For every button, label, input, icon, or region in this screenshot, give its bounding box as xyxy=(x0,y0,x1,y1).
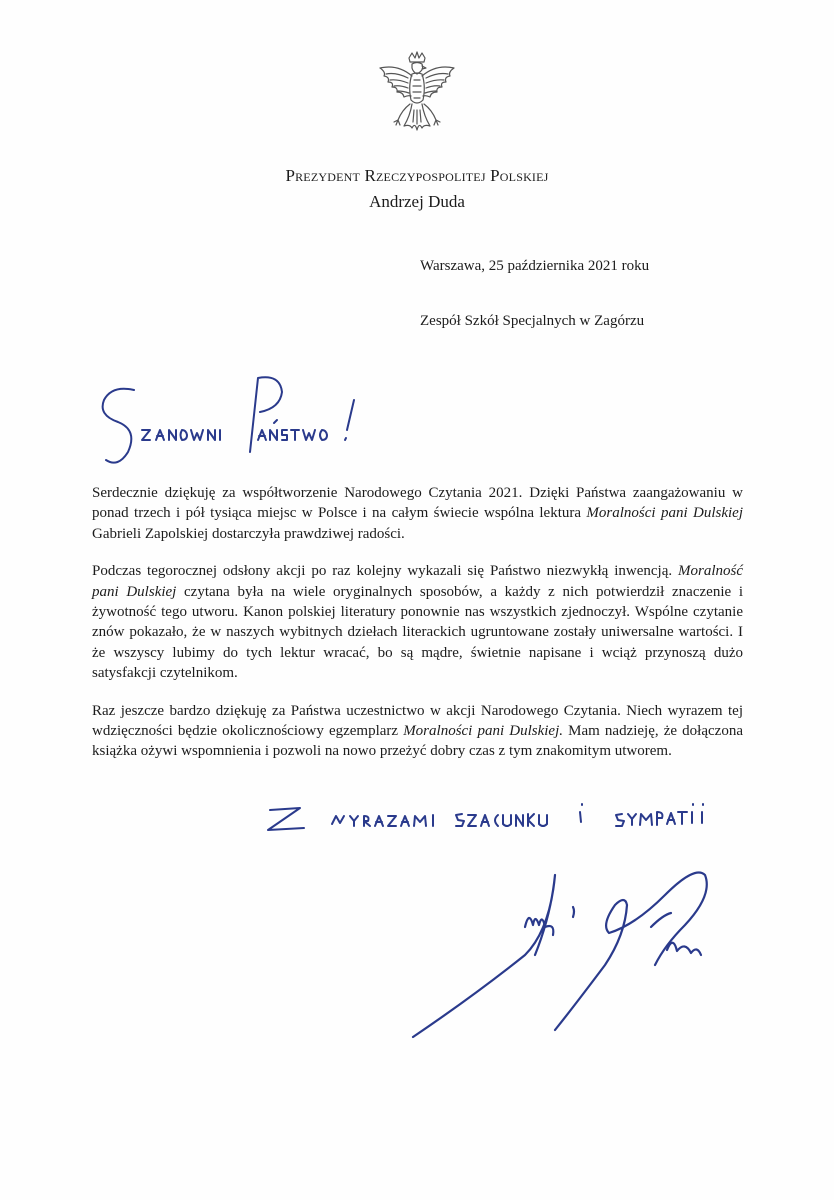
letter-recipient: Zespół Szkół Specjalnych w Zagórzu xyxy=(420,313,645,329)
paragraph-1-text-a: Serdecznie dziękuję za współtworzenie Narodowego Czytania 2021. Dzięki Państwa zaangażowaniu w ponad trzech i pół tysiąca miejsc w Polsce i na całym świecie wspólna lektura xyxy=(92,485,743,522)
polish-eagle-emblem-icon xyxy=(368,50,466,150)
letter-body xyxy=(92,483,743,779)
handwritten-greeting xyxy=(92,360,402,480)
paragraph-1-italic-title: Moralności pani Dulskiej xyxy=(586,505,743,522)
handwritten-signature xyxy=(405,855,735,1045)
paragraph-1 xyxy=(92,483,743,544)
paragraph-3-italic-title: Moralności pani Dulskiej. xyxy=(403,723,563,740)
paragraph-2-text-b: czytana była na wiele oryginalnych sposobów, a każdy z nich potwierdził znaczenie i żywotność tego utworu. Kanon polskiej literatury ponownie nas wszystkich zjednoczył. Wspólne czytanie znów pokazało, że w naszych wybitnych dziełach literackich ugruntowane zostały uniwersalne wartości. I że wszyscy lubimy do tych lektur wracać, bo są mądre, świetnie napisane i wciąż przynoszą dużo satysfakcji czytelnikom. xyxy=(92,583,743,682)
paragraph-2-text-a: Podczas tegorocznej odsłony akcji po raz kolejny wykazali się Państwo niezwykłą inwencją. xyxy=(92,563,678,580)
paragraph-3-text-b: Mam nadzieję, że dołączona książka ożywi wspomnienia i pozwoli na nowo przeżyć dobry czas z tym znakomitym utworem. xyxy=(92,723,743,760)
paragraph-1-text-b: Gabrieli Zapolskiej dostarczyła prawdziwej radości. xyxy=(92,525,405,542)
paragraph-3 xyxy=(92,701,743,762)
office-title: Prezydent Rzeczypospolitej Polskiej xyxy=(285,166,549,185)
paragraph-2-italic-title: Moralność pani Dulskiej xyxy=(92,563,743,600)
letter-date: Warszawa, 25 października 2021 roku xyxy=(420,258,650,274)
handwritten-closing xyxy=(262,790,732,850)
paragraph-3-text-a: Raz jeszcze bardzo dziękuję za Państwa uczestnictwo w akcji Narodowego Czytania. Niech wyrazem tej wdzięczności będzie okolicznościowy egzemplarz xyxy=(92,702,743,740)
paragraph-2 xyxy=(92,561,743,683)
sender-name: Andrzej Duda xyxy=(369,192,465,211)
